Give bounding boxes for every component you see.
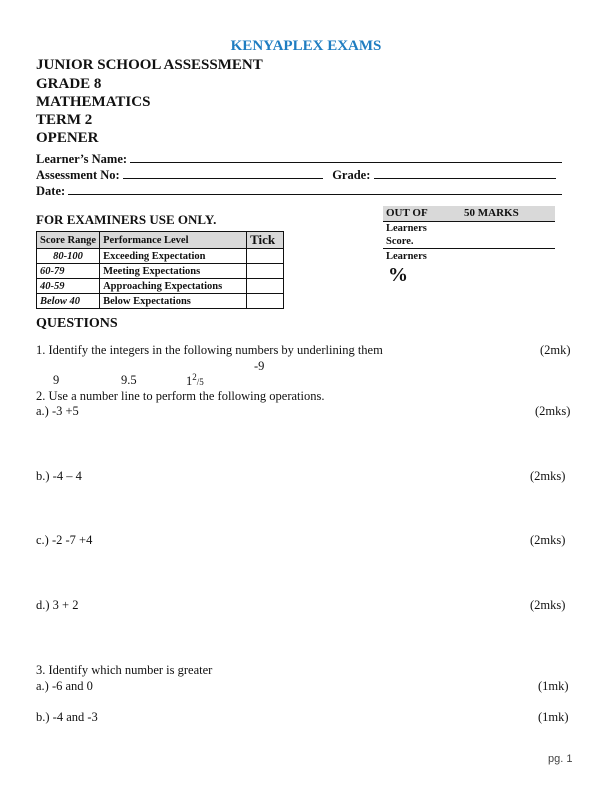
q2-part: c.) -2 -7 +4	[36, 533, 93, 547]
table-row: 40-59 Approaching Expectations	[37, 279, 284, 294]
performance-table	[36, 231, 284, 309]
question-1: 1. Identify the integers in the following numbers by underlining them	[36, 343, 383, 357]
question-2: 2. Use a number line to perform the following operations.	[36, 389, 325, 403]
table-row: 80-100 Exceeding Expectation	[37, 249, 284, 264]
learners-percent-label: Learners	[386, 251, 427, 262]
marks: (1mk)	[538, 710, 569, 724]
col-header: Performance Level	[100, 232, 247, 249]
tick-cell[interactable]	[247, 249, 284, 264]
q2-part: d.) 3 + 2	[36, 598, 79, 612]
brand-title: KENYAPLEX EXAMS	[230, 38, 382, 54]
table-row: 60-79 Meeting Expectations	[37, 264, 284, 279]
number-option: 9.5	[121, 373, 137, 387]
header-line: GRADE 8	[36, 76, 102, 92]
date-label: Date:	[36, 184, 66, 198]
header-line: JUNIOR SCHOOL ASSESSMENT	[36, 57, 263, 73]
name-label: Learner’s Name:	[36, 152, 128, 166]
grade-label: Grade:	[332, 168, 371, 182]
header-line: TERM 2	[36, 112, 93, 128]
q2-part: b.) -4 – 4	[36, 469, 82, 483]
examiners-title: FOR EXAMINERS USE ONLY.	[36, 212, 217, 227]
assessment-label: Assessment No:	[36, 168, 120, 182]
questions-title: QUESTIONS	[36, 316, 118, 331]
col-header: Tick	[247, 232, 284, 249]
q2-part: a.) -3 +5	[36, 404, 79, 418]
marks: (2mk)	[540, 343, 571, 357]
q3-part: b.) -4 and -3	[36, 710, 98, 724]
header-line: OPENER	[36, 130, 99, 146]
page-number: pg. 1	[548, 753, 573, 765]
marks-header: OUT OF 50 MARKS	[383, 206, 555, 222]
header-line: MATHEMATICS	[36, 94, 151, 110]
divider	[383, 248, 555, 249]
marks: (2mks)	[530, 598, 566, 612]
date-field[interactable]	[68, 183, 562, 195]
table-row: Below 40 Below Expectations	[37, 294, 284, 309]
number-option: -9	[254, 359, 265, 373]
tick-cell[interactable]	[247, 279, 284, 294]
number-option: $1^2/5$	[186, 372, 204, 389]
col-header: Score Range	[37, 232, 100, 249]
assessment-field[interactable]	[123, 167, 323, 179]
learners-score-label: Learners Score.	[386, 223, 427, 247]
tick-cell[interactable]	[247, 294, 284, 309]
percent-sign: %	[388, 264, 408, 286]
grade-field[interactable]	[374, 167, 556, 179]
marks: (2mks)	[530, 469, 566, 483]
tick-cell[interactable]	[247, 264, 284, 279]
marks: (2mks)	[535, 404, 571, 418]
number-option: 9	[53, 373, 60, 387]
q3-part: a.) -6 and 0	[36, 679, 93, 693]
name-field[interactable]	[130, 151, 562, 163]
question-3: 3. Identify which number is greater	[36, 663, 213, 677]
marks: (2mks)	[530, 533, 566, 547]
marks: (1mk)	[538, 679, 569, 693]
